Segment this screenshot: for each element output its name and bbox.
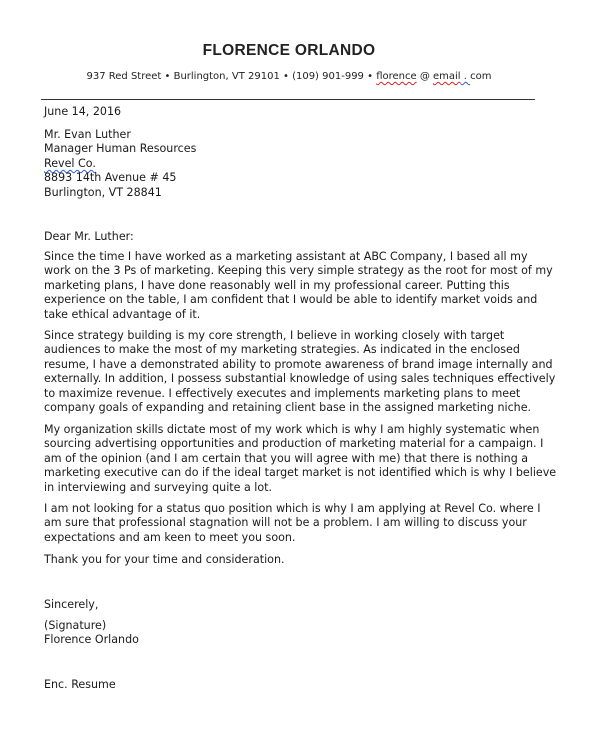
letter-date: June 14, 2016	[44, 105, 122, 118]
sender-name: FLORENCE ORLANDO	[202, 42, 376, 59]
paragraph-3: My organization skills dictate most of my work which is why I am highly systematic when sourcing advertising opportunities and production of marketing material for a campaign. I am of the opinion (and I am certain that you will agree with me) that there is nothing a marketing executive can do if the ideal target market is not identified which is why I believe in interviewing and surveying quite a lot.	[44, 423, 557, 494]
signature-block	[44, 619, 544, 648]
recipient-name: Mr. Evan Luther	[44, 128, 131, 141]
recipient-city: Burlington, VT 28841	[44, 185, 162, 199]
email-dot: .	[460, 71, 471, 82]
thanks-line: Thank you for your time and consideration.	[44, 553, 285, 566]
paragraph-1: Since the time I have worked as a marketing assistant at ABC Company, I based all my work on the 3 Ps of marketing. Keeping this very simple strategy as the root for most of my marketing plans, I have done reasonably well in my professional career. Putting this experience on the table, I am confident that I would be able to identify market voids and take ethical advantage of it.	[44, 250, 553, 321]
email-domain: email	[433, 71, 461, 82]
email-tld: com	[470, 71, 492, 82]
signature-placeholder: (Signature)	[44, 619, 107, 632]
recipient-title: Manager Human Resources	[44, 142, 197, 156]
email-name: florence	[376, 71, 417, 82]
sender-address: 937 Red Street • Burlington, VT 29101 • (109) 901-999 •	[86, 71, 377, 82]
signer-name: Florence Orlando	[44, 633, 139, 647]
closing: Sincerely,	[44, 598, 99, 611]
paragraph-2: Since strategy building is my core strength, I believe in working closely with target audiences to make the most of my marketing strategies. As indicated in the enclosed resume, I have a demonstrated ability to promote awareness of brand image internally and externally. In addition, I possess substantial knowledge of using sales techniques effectively to maximize revenue. I effectively executes and implements marketing plans to meet company goals of expanding and retaining client base in the assigned marketing niche.	[44, 329, 556, 414]
enclosure-note: Enc. Resume	[44, 678, 116, 691]
header-divider	[41, 99, 535, 100]
email-at: @	[416, 71, 433, 82]
recipient-company: Revel Co.	[44, 156, 96, 170]
salutation: Dear Mr. Luther:	[44, 230, 134, 243]
recipient-block	[44, 128, 544, 200]
sender-contact-line	[0, 71, 578, 82]
paragraph-4: I am not looking for a status quo position which is why I am applying at Revel Co. where I am sure that professional stagnation will not be a problem. I am willing to discuss your expectations and am keen to meet you soon.	[44, 502, 541, 544]
recipient-street: 8893 14th Avenue # 45	[44, 171, 177, 185]
